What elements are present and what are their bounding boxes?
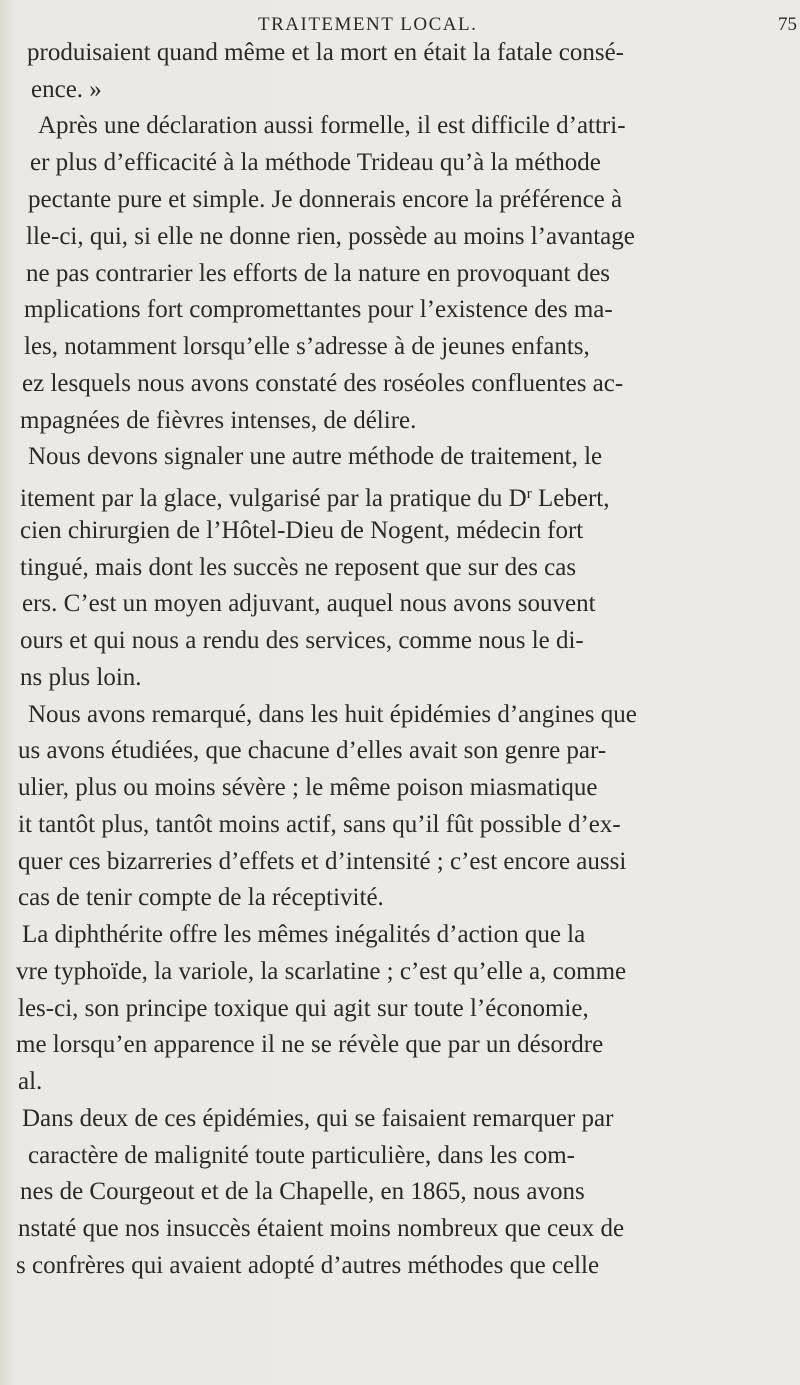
text-line-main: itement par la glace, vulgarisé par la pratique du D <box>20 485 527 512</box>
text-line: al. <box>18 1068 43 1095</box>
text-line: produisaient quand même et la mort en était la fatale consé- <box>27 39 624 66</box>
text-line: les-ci, son principe toxique qui agit sur toute l’économie, <box>18 995 589 1022</box>
text-line: cien chirurgien de l’Hôtel-Dieu de Nogent, médecin fort <box>20 517 584 544</box>
text-line: les, notamment lorsqu’elle s’adresse à de jeunes enfants, <box>24 333 590 360</box>
text-line: tingué, mais dont les succès ne reposent que sur des cas <box>20 554 577 581</box>
text-line: pectante pure et simple. Je donnerais encore la préférence à <box>28 186 623 213</box>
text-line: us avons étudiées, que chacune d’elles avait son genre par- <box>18 737 607 764</box>
text-line: ulier, plus ou moins sévère ; le même poison miasmatique <box>18 774 598 801</box>
text-line: s confrères qui avaient adopté d’autres méthodes que celle <box>16 1252 600 1279</box>
page-number: 75 <box>778 14 797 35</box>
text-line: ence. » <box>31 76 102 103</box>
text-line: er plus d’efficacité à la méthode Trideau qu’à la méthode <box>30 149 601 176</box>
text-line: Nous devons signaler une autre méthode de traitement, le <box>28 443 603 470</box>
text-line: quer ces bizarreries d’effets et d’intensité ; c’est encore aussi <box>18 848 627 875</box>
text-line: ez lesquels nous avons constaté des roséoles confluentes ac- <box>22 370 624 397</box>
text-line: nstaté que nos insuccès étaient moins nombreux que ceux de <box>18 1215 625 1242</box>
text-line: ours et qui nous a rendu des services, comme nous le di- <box>20 627 584 654</box>
text-line: La diphthérite offre les mêmes inégalités d’action que la <box>22 921 586 948</box>
text-line: me lorsqu’en apparence il ne se révèle que par un désordre <box>16 1031 604 1058</box>
text-line: cas de tenir compte de la réceptivité. <box>18 884 384 911</box>
text-line: ne pas contrarier les efforts de la nature en provoquant des <box>26 260 611 287</box>
text-line: Nous avons remarqué, dans les huit épidémies d’angines que <box>28 701 637 728</box>
text-line <box>20 477 609 511</box>
text-line: vre typhoïde, la variole, la scarlatine ; c’est qu’elle a, comme <box>16 958 627 985</box>
text-line: ers. C’est un moyen adjuvant, auquel nous avons souvent <box>22 590 596 617</box>
text-line-tail: Lebert, <box>531 485 610 512</box>
text-line: lle-ci, qui, si elle ne donne rien, possède au moins l’avantage <box>26 223 635 250</box>
text-line: mplications fort compromettantes pour l’existence des ma- <box>24 296 613 323</box>
text-line: ns plus loin. <box>20 664 142 691</box>
superscript: r <box>526 486 532 502</box>
text-line: nes de Courgeout et de la Chapelle, en 1865, nous avons <box>20 1178 585 1205</box>
running-title: TRAITEMENT LOCAL. <box>258 14 478 35</box>
text-line: Après une déclaration aussi formelle, il est difficile d’attri- <box>38 112 626 139</box>
text-line: mpagnées de fièvres intenses, de délire. <box>20 407 417 434</box>
text-line: Dans deux de ces épidémies, qui se faisaient remarquer par <box>22 1105 614 1132</box>
text-line: it tantôt plus, tantôt moins actif, sans qu’il fût possible d’ex- <box>18 811 621 838</box>
text-line: caractère de malignité toute particulière, dans les com- <box>28 1142 575 1169</box>
